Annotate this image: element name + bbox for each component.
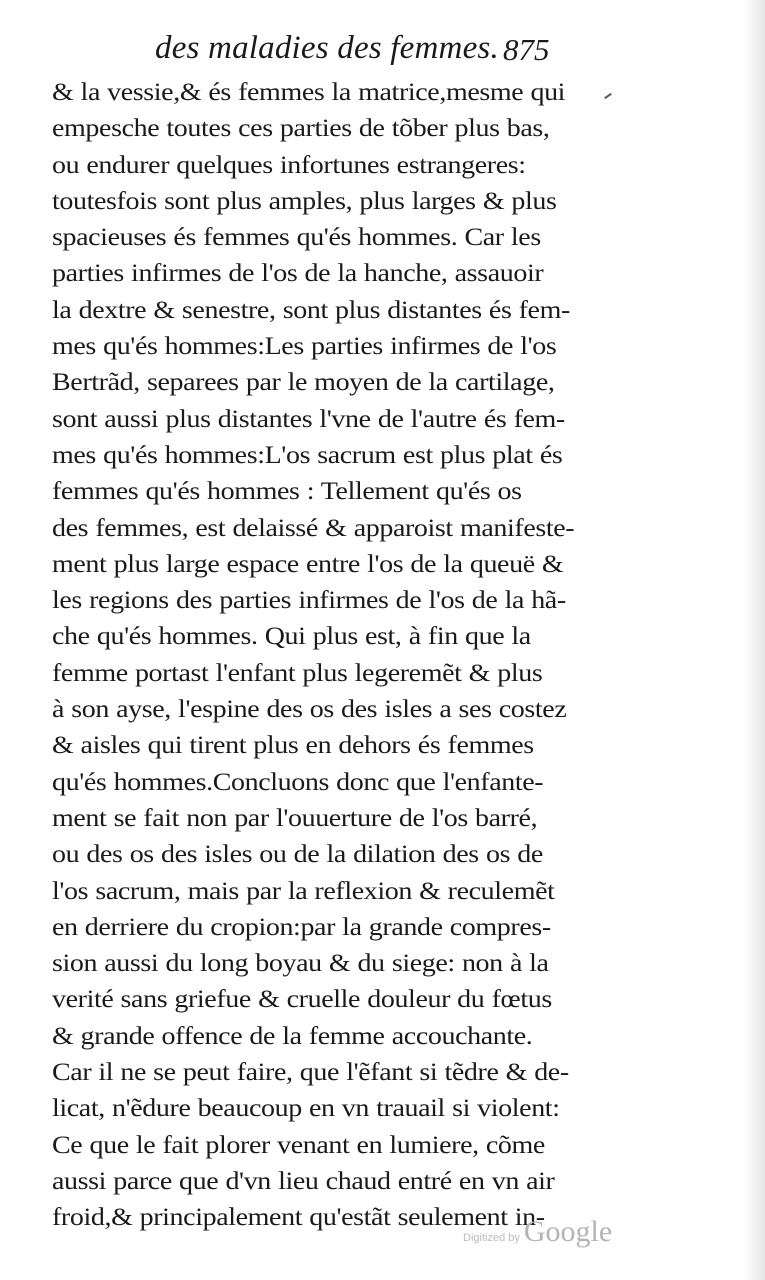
body-text bbox=[52, 75, 592, 1237]
text-line: sion aussi du long boyau & du siege: non à la bbox=[52, 950, 549, 978]
text-line: empesche toutes ces parties de tõber plus bas, bbox=[52, 115, 550, 143]
text-line: spacieuses és femmes qu'és hommes. Car les bbox=[52, 224, 541, 252]
text-line: ou endurer quelques infortunes estrangeres: bbox=[52, 151, 526, 179]
text-line: en derriere du cropion:par la grande compres- bbox=[52, 913, 551, 941]
text-line: sont aussi plus distantes l'vne de l'autre és fem- bbox=[52, 405, 565, 433]
text-line: ment plus large espace entre l'os de la queuë & bbox=[52, 550, 564, 578]
text-line: verité sans griefue & cruelle douleur du fœtus bbox=[52, 986, 552, 1014]
running-head bbox=[0, 30, 765, 76]
page-edge-shadow bbox=[743, 0, 765, 1280]
text-line: Bertrãd, separees par le moyen de la cartilage, bbox=[52, 369, 555, 397]
text-line: femmes qu'és hommes : Tellement qu'és os bbox=[52, 478, 522, 506]
text-line: l'os sacrum, mais par la reflexion & reculemẽt bbox=[52, 877, 555, 905]
text-line: & grande offence de la femme accouchante. bbox=[52, 1022, 533, 1050]
text-line: à son ayse, l'espine des os des isles a ses costez bbox=[52, 696, 567, 724]
text-line: parties infirmes de l'os de la hanche, assauoir bbox=[52, 260, 544, 288]
digitized-watermark bbox=[463, 1215, 612, 1249]
text-line: & aisles qui tirent plus en dehors és femmes bbox=[52, 732, 534, 760]
running-title: des maladies des femmes. bbox=[155, 30, 499, 66]
text-line: Car il ne se peut faire, que l'ẽfant si tẽdre & de- bbox=[52, 1059, 569, 1087]
text-line: mes qu'és hommes:L'os sacrum est plus plat és bbox=[52, 441, 563, 469]
text-line: ou des os des isles ou de la dilation des os de bbox=[52, 841, 543, 869]
text-line: froid,& principalement qu'estãt seulement in- bbox=[52, 1204, 545, 1232]
text-line: les regions des parties infirmes de l'os de la hã- bbox=[52, 587, 566, 615]
text-line: mes qu'és hommes:Les parties infirmes de l'os bbox=[52, 333, 557, 361]
text-line: Ce que le fait plorer venant en lumiere, cõme bbox=[52, 1131, 545, 1159]
text-line: & la vessie,& és femmes la matrice,mesme qui bbox=[52, 79, 566, 106]
text-line: la dextre & senestre, sont plus distantes és fem- bbox=[52, 296, 570, 324]
text-line: des femmes, est delaissé & apparoist manifeste- bbox=[52, 514, 575, 542]
watermark-brand: Google bbox=[523, 1215, 613, 1248]
text-line: ment se fait non par l'ouuerture de l'os barré, bbox=[52, 804, 538, 832]
text-line: femme portast l'enfant plus legeremẽt & plus bbox=[52, 659, 543, 687]
text-line: toutesfois sont plus amples, plus larges & plus bbox=[52, 187, 557, 215]
page-number: 875 bbox=[503, 32, 550, 67]
text-line: qu'és hommes.Concluons donc que l'enfante- bbox=[52, 768, 544, 796]
text-line: che qu'és hommes. Qui plus est, à fin que la bbox=[52, 623, 531, 651]
watermark-prefix: Digitized by bbox=[463, 1232, 520, 1244]
text-line: licat, n'ẽdure beaucoup en vn trauail si violent: bbox=[52, 1095, 560, 1123]
text-line: aussi parce que d'vn lieu chaud entré en vn air bbox=[52, 1167, 555, 1195]
